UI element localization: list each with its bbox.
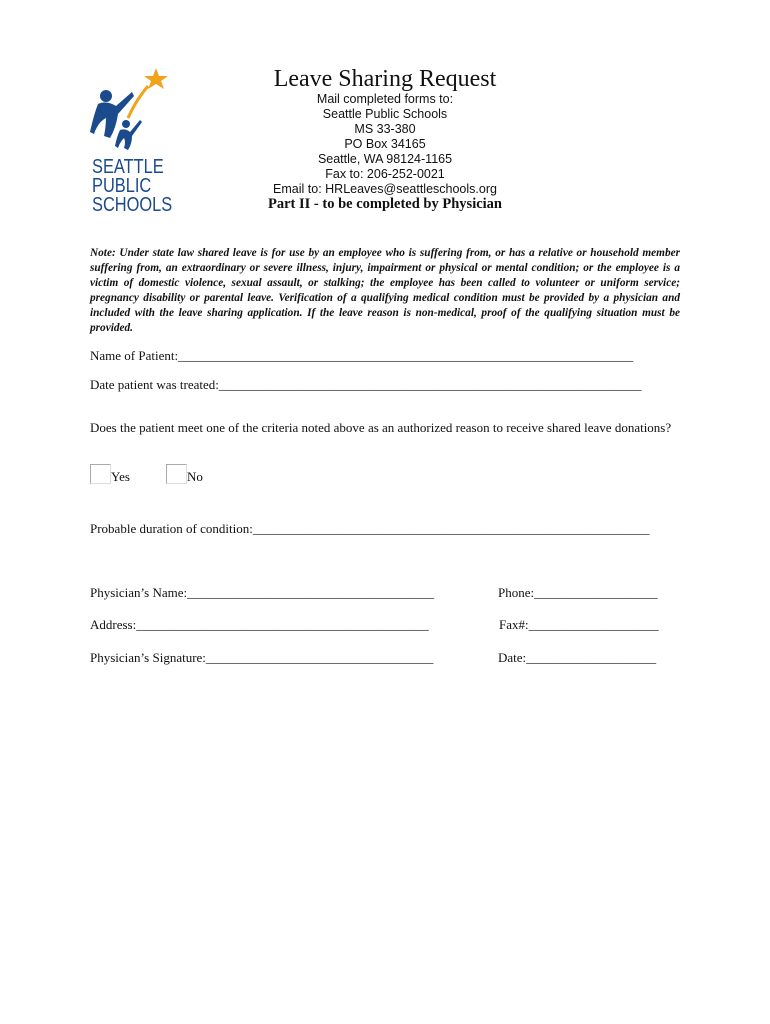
address-field[interactable]: Address:_____________________________________________: [90, 617, 429, 632]
yes-label: Yes: [111, 469, 130, 484]
date-treated-field[interactable]: Date patient was treated:_________________________________________________________________: [90, 377, 642, 392]
note-paragraph: Note: Under state law shared leave is for use by an employee who is suffering from, or has a relative or household member suffering from, an extraordinary or severe illness, injury, impairment or physical or mental condition; or the employee is a victim of domestic violence, sexual assault, or stalking; the employee has been called to volunteer or uniform service; pregnancy disability or parental leave. Verification of a qualifying medical condition must be provided by a physician and included with the leave sharing application. If the leave reason is non-medical, proof of the qualifying situation must be provided.: [90, 247, 680, 334]
mail-line: Mail completed forms to:: [316, 92, 454, 106]
mail-line: PO Box 34165: [344, 137, 426, 151]
physician-name-field[interactable]: Physician’s Name:______________________________________: [90, 585, 435, 600]
fax-field[interactable]: Fax#:____________________: [499, 617, 659, 632]
logo-line: PUBLIC: [92, 175, 152, 197]
signature-field[interactable]: Physician’s Signature:___________________________________: [90, 650, 434, 665]
duration-field[interactable]: Probable duration of condition:_____________________________________________________________: [90, 521, 650, 536]
mail-line: Seattle Public Schools: [322, 107, 448, 121]
logo-line: SCHOOLS: [92, 194, 173, 216]
criteria-question: Does the patient meet one of the criteria noted above as an authorized reason to receive shared leave donations?: [90, 420, 672, 435]
mail-line: Fax to: 206-252-0021: [325, 167, 445, 181]
patient-name-field[interactable]: Name of Patient:______________________________________________________________________: [90, 348, 634, 363]
phone-field[interactable]: Phone:___________________: [498, 585, 658, 600]
mail-line: Seattle, WA 98124-1165: [317, 152, 453, 166]
page-title: [0, 66, 770, 93]
date-field[interactable]: Date:____________________: [498, 650, 657, 665]
no-checkbox[interactable]: [166, 464, 187, 484]
logo-line: SEATTLE: [92, 156, 164, 178]
mail-line: MS 33-380: [354, 122, 416, 136]
mail-line: Email to: HRLeaves@seattleschools.org: [273, 182, 497, 196]
part-heading: Part II - to be completed by Physician: [268, 196, 502, 212]
page-title-text: Leave Sharing Request: [273, 66, 497, 92]
mailing-instructions: [0, 92, 770, 197]
yes-checkbox[interactable]: [90, 464, 111, 484]
no-label: No: [187, 469, 203, 484]
